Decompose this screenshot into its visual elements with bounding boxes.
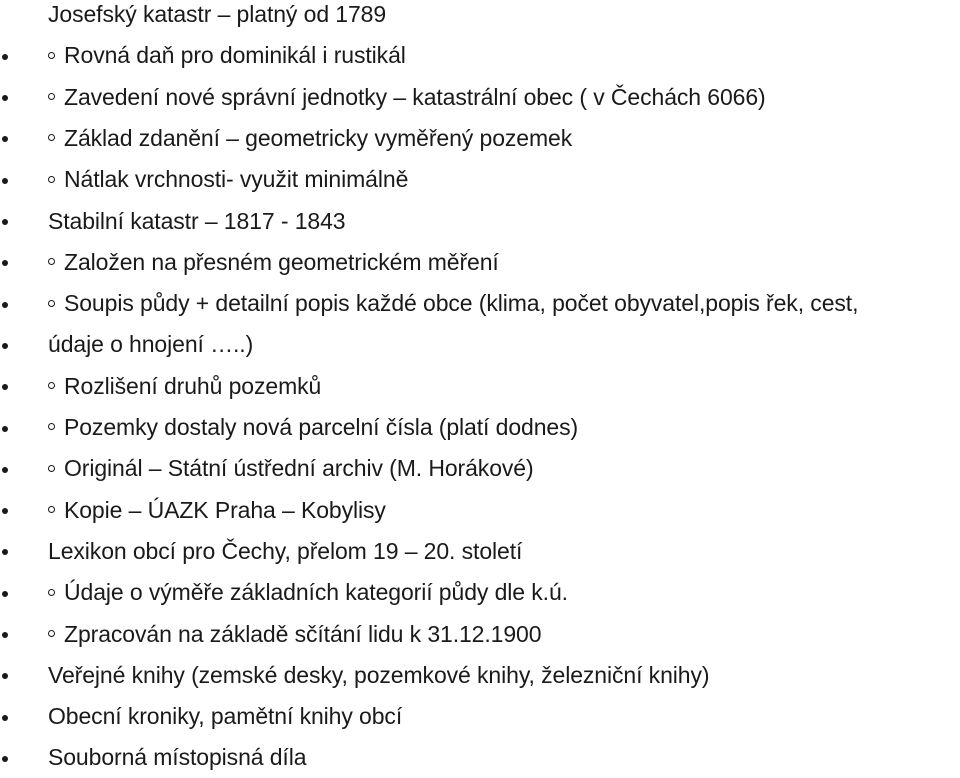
bullet-dot-icon (2, 95, 8, 101)
list-item-text-wrap (48, 201, 345, 242)
list-item-text-wrap (48, 366, 321, 407)
list-item-text: Nátlak vrchnosti- využit minimálně (64, 166, 409, 193)
bullet-dot-icon (2, 260, 8, 266)
list-item-text-wrap (48, 77, 766, 118)
list-item (0, 407, 960, 448)
list-item (0, 572, 960, 613)
list-item (0, 531, 960, 572)
list-item-text: Zavedení nové správní jednotky – katastrální obec ( v Čechách 6066) (64, 83, 766, 110)
list-item (0, 737, 960, 778)
list-item-text-wrap (48, 324, 253, 365)
bullet-dot-icon (2, 632, 8, 638)
bullet-dot-icon (2, 54, 8, 60)
sub-bullet-circle-icon (48, 134, 55, 141)
list-item (0, 118, 960, 159)
list-item-text-wrap (48, 118, 572, 159)
bullet-dot-icon (2, 715, 8, 721)
list-item-text: Založen na přesném geometrickém měření (64, 248, 499, 275)
list-item-text: Rovná daň pro dominikál i rustikál (64, 42, 406, 69)
sub-bullet-circle-icon (48, 423, 55, 430)
list-item (0, 201, 960, 242)
list-item (0, 77, 960, 118)
bullet-dot-icon (2, 756, 8, 762)
list-item-text-wrap (48, 448, 534, 489)
list-item-text: Rozlišení druhů pozemků (64, 372, 322, 399)
list-item-text: Základ zdanění – geometricky vyměřený pozemek (64, 124, 573, 151)
list-item-text: Veřejné knihy (zemské desky, pozemkové knihy, železniční knihy) (48, 661, 710, 688)
sub-bullet-circle-icon (48, 382, 55, 389)
list-item (0, 490, 960, 531)
list-item-text: Josefský katastr – platný od 1789 (48, 1, 387, 27)
list-item-text-wrap (48, 655, 709, 696)
list-item-text-wrap (48, 614, 541, 655)
bullet-dot-icon (2, 508, 8, 514)
sub-bullet-circle-icon (48, 93, 55, 100)
list-item-text: Souborná místopisná díla (48, 744, 307, 771)
list-item (0, 0, 960, 35)
list-item-text: Soupis půdy + detailní popis každé obce (klima, počet obyvatel,popis řek, cest, (64, 290, 859, 317)
sub-bullet-circle-icon (48, 465, 55, 472)
list-item-text-wrap (48, 737, 306, 778)
sub-bullet-circle-icon (48, 506, 55, 513)
bullet-dot-icon (2, 591, 8, 597)
list-item-text: Zpracován na základě sčítání lidu k 31.12.1900 (64, 620, 542, 647)
bullet-dot-icon (2, 467, 8, 473)
bullet-dot-icon (2, 302, 8, 308)
list-item-text-wrap (48, 696, 402, 737)
list-item (0, 696, 960, 737)
list-item-text: údaje o hnojení …..) (48, 331, 254, 358)
list-item-text: Lexikon obcí pro Čechy, přelom 19 – 20. století (48, 537, 523, 564)
list-item-text: Obecní kroniky, pamětní knihy obcí (48, 703, 403, 730)
list-item-text-wrap (48, 159, 408, 200)
list-item (0, 283, 960, 324)
list-item-text-wrap (48, 35, 406, 76)
sub-bullet-circle-icon (48, 630, 55, 637)
list-item (0, 35, 960, 76)
bullet-dot-icon (2, 549, 8, 555)
list-item (0, 614, 960, 655)
list-item (0, 324, 960, 365)
bullet-dot-icon (2, 136, 8, 142)
list-item-text-wrap (48, 242, 499, 283)
list-item-text: Stabilní katastr – 1817 - 1843 (48, 207, 346, 234)
list-item-text: Pozemky dostaly nová parcelní čísla (platí dodnes) (64, 414, 579, 440)
bullet-dot-icon (2, 384, 8, 390)
list-item-text-wrap (48, 490, 386, 531)
list-item (0, 655, 960, 696)
sub-bullet-circle-icon (48, 52, 55, 59)
list-item-text-wrap (48, 407, 578, 448)
list-item-text-wrap (48, 531, 522, 572)
list-item (0, 242, 960, 283)
list-item-text: Kopie – ÚAZK Praha – Kobylisy (64, 496, 386, 523)
list-item-text: Originál – Státní ústřední archiv (M. Horákové) (64, 455, 534, 482)
bullet-dot-icon (2, 178, 8, 184)
sub-bullet-circle-icon (48, 176, 55, 183)
list-item-text-wrap (48, 572, 568, 613)
sub-bullet-circle-icon (48, 589, 55, 596)
bullet-dot-icon (2, 673, 8, 679)
list-item-text-wrap (48, 283, 858, 324)
list-item (0, 366, 960, 407)
sub-bullet-circle-icon (48, 258, 55, 265)
bullet-dot-icon (2, 426, 8, 432)
list-item (0, 159, 960, 200)
bullet-dot-icon (2, 343, 8, 349)
list-item-text-wrap (48, 0, 386, 35)
bullet-dot-icon (2, 219, 8, 225)
list-item (0, 448, 960, 489)
sub-bullet-circle-icon (48, 300, 55, 307)
list-item-text: Údaje o výměře základních kategorií půdy dle k.ú. (64, 579, 568, 606)
